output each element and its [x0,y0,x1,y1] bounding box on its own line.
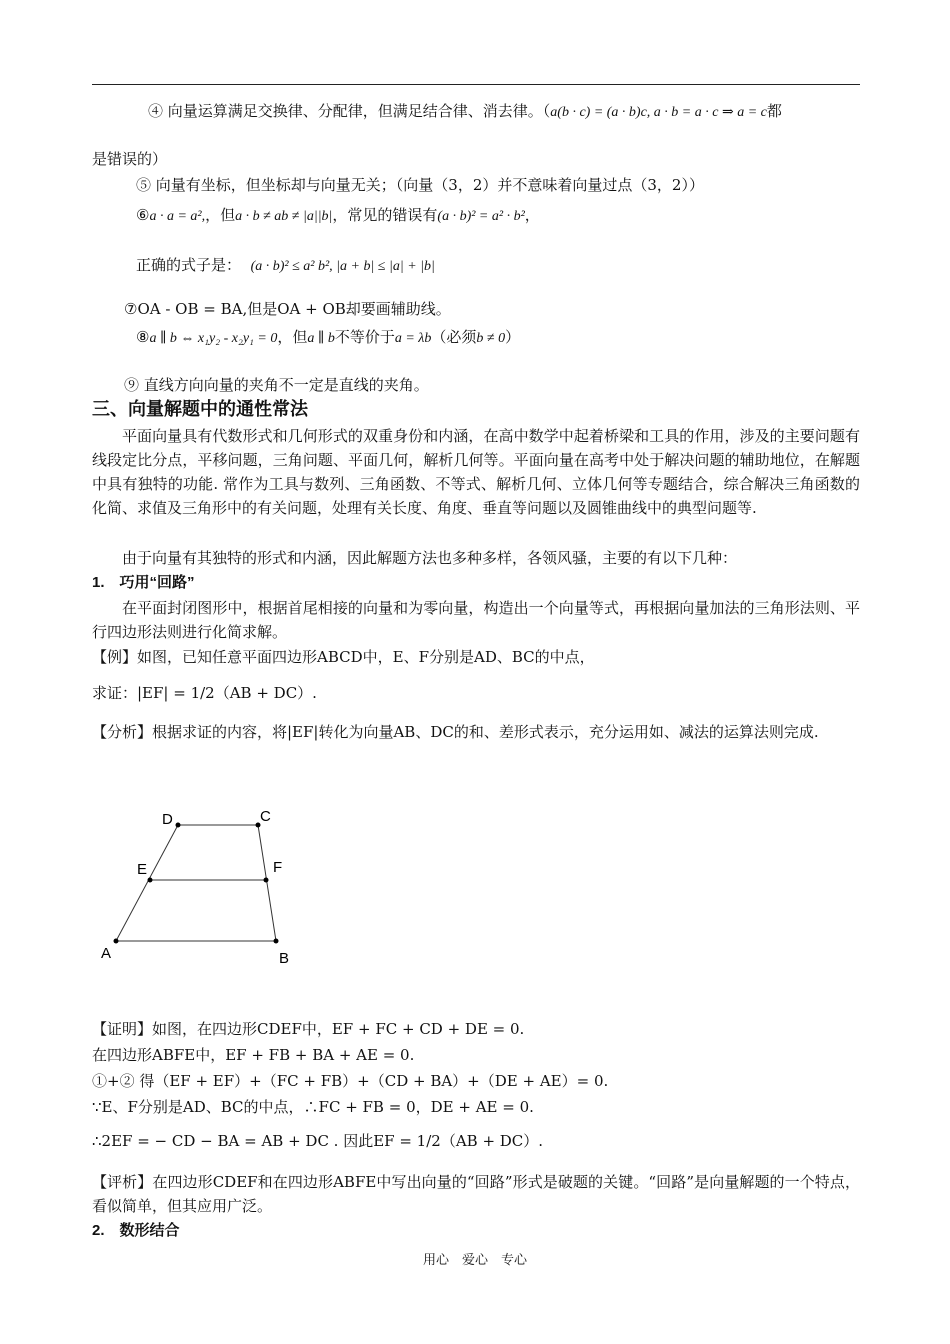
item-8-formula-3: a = λb [394,331,432,346]
quadrilateral-figure [92,796,312,976]
point-f [264,878,269,883]
item-6-formula-3: (a · b)² = a² · b² [437,209,525,224]
item-4-tail: 都 [766,102,782,120]
header-rule [92,84,860,85]
item-8-num: ⑧ [136,328,150,346]
prove-statement: 求证：|EF| = 1/2（AB + DC）. [92,684,317,702]
item-4-cont: 是错误的） [92,150,168,168]
item-4-text: ④ 向量运算满足交换律、分配律，但满足结合律、消去律。（ [148,102,551,120]
item-6-formula-4: (a · b)² ≤ a² b², |a + b| ≤ |a| + |b| [250,259,435,274]
item-6-formula-2: a · b ≠ ab ≠ |a||b| [235,209,333,224]
item-8-but: ，但 [277,328,308,346]
item-6-but: ，但 [205,206,236,224]
section-paragraph-1: 平面向量具有代数形式和几何形式的双重身份和内涵，在高中数学中起着桥梁和工具的作用，涉及的主要问题有线段定比分点，平移问题，三角问题、平面几何，解析几何等。平面向量在高考中处于解决问题的辅助地位，在解题中具有独特的功能. 常作为工具与数列、三角函数、不等式、解析几何、立体几何等专题结合，综合解决三角函数的化简、求值及三角形中的有关问题，处理有关长度、角度、垂直等问题以及圆锥曲线中的典型问题等. [92,427,860,517]
point-b [274,939,279,944]
proof-comment: 【评析】在四边形CDEF和在四边形ABFE中写出向量的“回路”形式是破题的关键。“回路”是向量解题的一个特点，看似简单，但其应用广泛。 [92,1173,860,1215]
point-e [148,878,153,883]
segment-cb [258,825,276,941]
method-1-title: 1. 巧用“回路” [92,574,195,591]
label-b: B [279,950,290,967]
item-6-correct-label: 正确的式子是： [136,256,242,274]
item-4-formula: a(b · c) = (a · b)c, a · b = a · c ⇒ a = c [550,105,767,120]
item-8-formula-2: a ∥ b [307,331,335,346]
item-8 [136,326,520,350]
item-6 [136,204,540,228]
analysis: 【分析】根据求证的内容，将|EF|转化为向量AB、DC的和、差形式表示，充分运用如、减法的运算法则完成. [92,723,819,741]
item-6-comma: ， [524,206,540,224]
item-8-formula-1: a ∥ b ⇔ x₁y₂ - x₂y₁ = 0 [149,331,278,346]
item-5: ⑤ 向量有坐标，但坐标却与向量无关；（向量（3，2）并不意味着向量过点（3，2）） [136,176,704,194]
item-6-num: ⑥ [136,206,150,224]
item-6-common: ，常见的错误有 [332,206,438,224]
item-9: ⑨ 直线方向向量的夹角不一定是直线的夹角。 [124,376,429,394]
item-6-formula-1: a · a = a², [149,209,206,224]
section-paragraph-2: 由于向量有其独特的形式和内涵，因此解题方法也多种多样，各领风骚，主要的有以下几种： [122,549,738,567]
proof-line-4: ∵E、F分别是AD、BC的中点，∴FC + FB = 0，DE + AE = 0. [92,1098,534,1116]
item-6-correct [136,254,435,278]
segment-da [116,825,178,941]
point-d [176,823,181,828]
proof-line-2: 在四边形ABFE中，EF + FB + BA + AE = 0. [92,1046,415,1064]
page-footer: 用心 爱心 专心 [422,1253,527,1268]
label-e: E [137,861,148,878]
item-8-formula-4: b ≠ 0 [476,331,506,346]
section-title: 三、向量解题中的通性常法 [92,399,308,420]
method-1-description: 在平面封闭图形中，根据首尾相接的向量和为零向量，构造出一个向量等式，再根据向量加法的三角形法则、平行四边形法则进行化简求解。 [92,599,860,641]
label-d: D [162,811,173,828]
method-2-title: 2. 数形结合 [92,1222,180,1239]
item-8-must: （必须 [431,328,477,346]
item-8-close: ） [505,328,521,346]
item-4 [148,100,782,124]
label-c: C [260,808,271,825]
label-a: A [101,945,112,962]
item-8-not-equiv: 不等价于 [334,328,395,346]
item-7: ⑦OA - OB = BA,但是OA + OB却要画辅助线。 [124,300,451,318]
proof-line-1: 【证明】如图，在四边形CDEF中，EF + FC + CD + DE = 0. [92,1020,525,1038]
proof-line-5: ∴2EF = − CD − BA = AB + DC . 因此EF = 1/2（AB + DC）. [92,1132,544,1150]
example-statement: 【例】如图，已知任意平面四边形ABCD中，E、F分别是AD、BC的中点， [92,648,595,666]
proof-line-3: ①+② 得（EF + EF）+（FC + FB）+（CD + BA）+（DE + AE）= 0. [92,1072,609,1090]
point-a [114,939,119,944]
label-f: F [273,859,283,876]
